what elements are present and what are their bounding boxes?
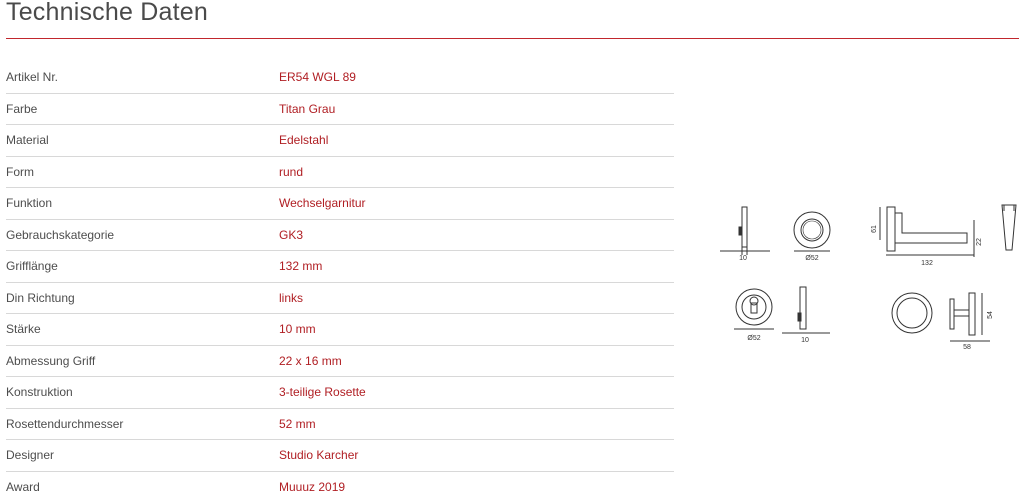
spec-value: ER54 WGL 89 <box>279 70 356 84</box>
table-row <box>6 377 674 409</box>
spec-label: Farbe <box>6 102 279 116</box>
dimension-label: 54 <box>987 311 994 319</box>
table-row <box>6 314 674 346</box>
spec-label: Rosettendurchmesser <box>6 417 279 431</box>
spec-label: Artikel Nr. <box>6 70 279 84</box>
dimension-label: 58 <box>963 344 971 351</box>
page-title: Technische Daten <box>6 0 208 27</box>
spec-label: Stärke <box>6 322 279 336</box>
spec-value: 22 x 16 mm <box>279 354 342 368</box>
rosette-side-view <box>720 207 770 255</box>
table-row <box>6 94 674 126</box>
knob-side-view <box>950 293 990 341</box>
spec-value: 3-teilige Rosette <box>279 385 366 399</box>
spec-label: Designer <box>6 448 279 462</box>
table-row <box>6 125 674 157</box>
lever-handle-drawing <box>880 207 974 257</box>
dimension-label: 10 <box>801 337 809 344</box>
spec-value: Edelstahl <box>279 133 328 147</box>
spec-label: Material <box>6 133 279 147</box>
spec-label: Funktion <box>6 196 279 210</box>
knob-front-view <box>892 293 932 333</box>
spec-value: Studio Karcher <box>279 448 358 462</box>
spec-label: Gebrauchskategorie <box>6 228 279 242</box>
table-row <box>6 472 674 502</box>
spec-value: 52 mm <box>279 417 316 431</box>
title-divider <box>6 38 1019 39</box>
dimension-label: 61 <box>871 225 878 233</box>
spec-label: Grifflänge <box>6 259 279 273</box>
table-row <box>6 409 674 441</box>
spec-label: Abmessung Griff <box>6 354 279 368</box>
table-row <box>6 157 674 189</box>
table-row <box>6 188 674 220</box>
dimension-label: 132 <box>921 260 933 267</box>
spec-value: links <box>279 291 303 305</box>
spec-value: 132 mm <box>279 259 322 273</box>
rosette-front-view <box>794 212 830 251</box>
escutcheon-front-view <box>734 289 774 329</box>
dimension-label: Ø52 <box>747 335 760 342</box>
escutcheon-side-view <box>782 287 830 333</box>
table-row <box>6 440 674 472</box>
table-row <box>6 346 674 378</box>
technical-drawing-svg <box>712 195 1022 355</box>
spec-label: Konstruktion <box>6 385 279 399</box>
spec-value: 10 mm <box>279 322 316 336</box>
technical-drawing <box>712 195 1022 355</box>
dimension-label: 10 <box>739 255 747 262</box>
table-row <box>6 62 674 94</box>
dimension-label: 22 <box>976 238 983 246</box>
spec-value: Muuuz 2019 <box>279 480 345 494</box>
table-row <box>6 220 674 252</box>
table-row <box>6 283 674 315</box>
spec-value: Wechselgarnitur <box>279 196 365 210</box>
spec-label: Form <box>6 165 279 179</box>
spec-label: Din Richtung <box>6 291 279 305</box>
spec-label: Award <box>6 480 279 494</box>
dimension-label: Ø52 <box>805 255 818 262</box>
handle-section-drawing <box>1002 205 1016 250</box>
spec-table <box>6 62 674 502</box>
spec-value: rund <box>279 165 303 179</box>
spec-value: GK3 <box>279 228 303 242</box>
spec-value: Titan Grau <box>279 102 335 116</box>
table-row <box>6 251 674 283</box>
